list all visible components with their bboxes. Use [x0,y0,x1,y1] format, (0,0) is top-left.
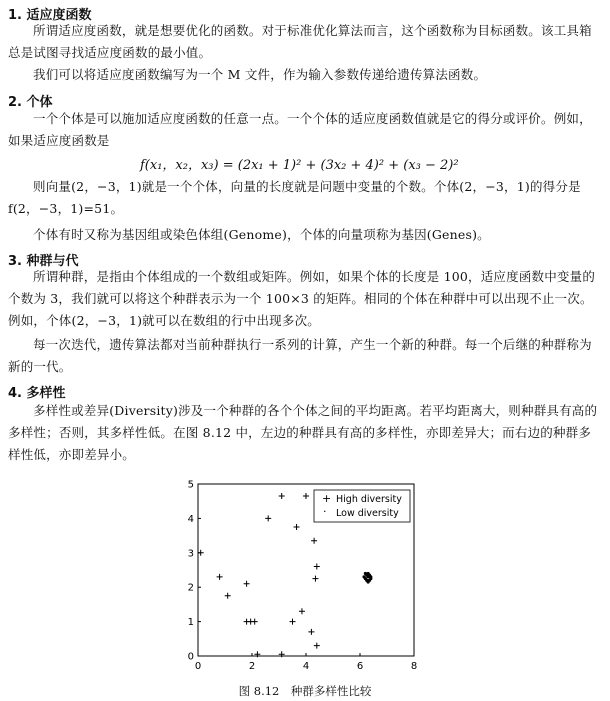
high-diversity-point [312,576,318,582]
high-diversity-point [294,524,300,530]
fitness-equation: f(x₁，x₂，x₃) = (2x₁ + 1)² + (3x₂ + 4)² + (x₃ − 2)² [140,158,459,173]
high-diversity-point [244,581,250,587]
paragraph-population-1: 所谓种群，是指由个体组成的一个数组或矩阵。例如，如果个体的长度是 100，适应度函数中变量的个数为 3，我们就可以将这个种群表示为一个 100×3 的矩阵。相同的个体在种群中可以出现不止一次。例如，个体(2，−3，1)就可以在数组的行中出现多次。 [8,269,596,328]
legend [314,490,410,522]
high-diversity-point [311,538,317,544]
y-tick-label: 4 [187,513,194,525]
y-tick-label: 5 [187,479,194,491]
legend-marker-high: + [322,492,332,505]
x-tick-label: 4 [302,661,310,672]
high-diversity-point [314,564,320,570]
low-diversity-point [365,579,368,582]
high-diversity-point [314,643,320,649]
y-tick-label: 0 [187,651,194,663]
paragraph-diversity-1: 多样性或差异(Diversity)涉及一个种群的各个个体之间的平均距离。若平均距离大，则种群具有高的多样性；否则，其多样性低。在图 8.12 中，左边的种群具有高的多样性，亦即差异大；而右边的种群多样性低，亦即差异小。 [8,403,598,462]
y-tick-label: 1 [187,617,194,629]
figure-caption: 图 8.12 种群多样性比较 [238,684,372,698]
section-heading-diversity: 4. 多样性 [8,386,66,401]
y-tick-label: 2 [187,582,194,594]
low-diversity-point [369,577,372,580]
low-diversity-point [367,575,370,578]
high-diversity-point [279,493,285,499]
high-diversity-point [308,629,314,635]
low-diversity-point [364,572,367,575]
high-diversity-point [290,619,296,625]
section-heading-individual: 2. 个体 [8,95,53,110]
high-diversity-point [225,593,231,599]
paragraph-individual-3: 个体有时又称为基因组或染色体组(Genome)，个体的向量项称为基因(Genes)。 [33,227,490,242]
diversity-scatter-chart [186,476,426,676]
legend-label-low: Low diversity [336,508,399,519]
x-tick-label: 8 [410,661,418,672]
high-diversity-point [252,619,258,625]
paragraph-fitness-2: 我们可以将适应度函数编写为一个 M 文件，作为输入参数传递给遗传算法函数。 [33,67,487,82]
section-heading-fitness: 1. 适应度函数 [8,8,92,23]
high-diversity-point [303,493,309,499]
high-diversity-point [299,608,305,614]
x-tick-label: 2 [248,661,256,672]
high-diversity-point [265,515,271,521]
high-diversity-point [198,550,204,556]
paragraph-fitness-1: 所谓适应度函数，就是想要优化的函数。对于标准优化算法而言，这个函数称为目标函数。该工具箱总是试图寻找适应度函数的最小值。 [8,23,592,60]
legend-marker-low: · [323,505,327,518]
x-tick-label: 0 [194,661,202,672]
paragraph-individual-2: 则向量(2，−3，1)就是一个个体，向量的长度就是问题中变量的个数。个体(2，−3，1)的得分是 f(2，−3，1)=51。 [8,179,581,216]
legend-label-high: High diversity [336,494,402,505]
y-tick-label: 3 [187,548,194,560]
paragraph-population-2: 每一次迭代，遗传算法都对当前种群执行一系列的计算，产生一个新的种群。每一个后继的种群称为新的一代。 [8,337,592,374]
paragraph-individual-1: 一个个体是可以施加适应度函数的任意一点。一个个体的适应度函数值就是它的得分或评价。例如，如果适应度函数是 [8,111,592,148]
section-heading-population: 3. 种群与代 [8,254,79,269]
x-tick-label: 6 [356,661,364,672]
high-diversity-point [217,574,223,580]
